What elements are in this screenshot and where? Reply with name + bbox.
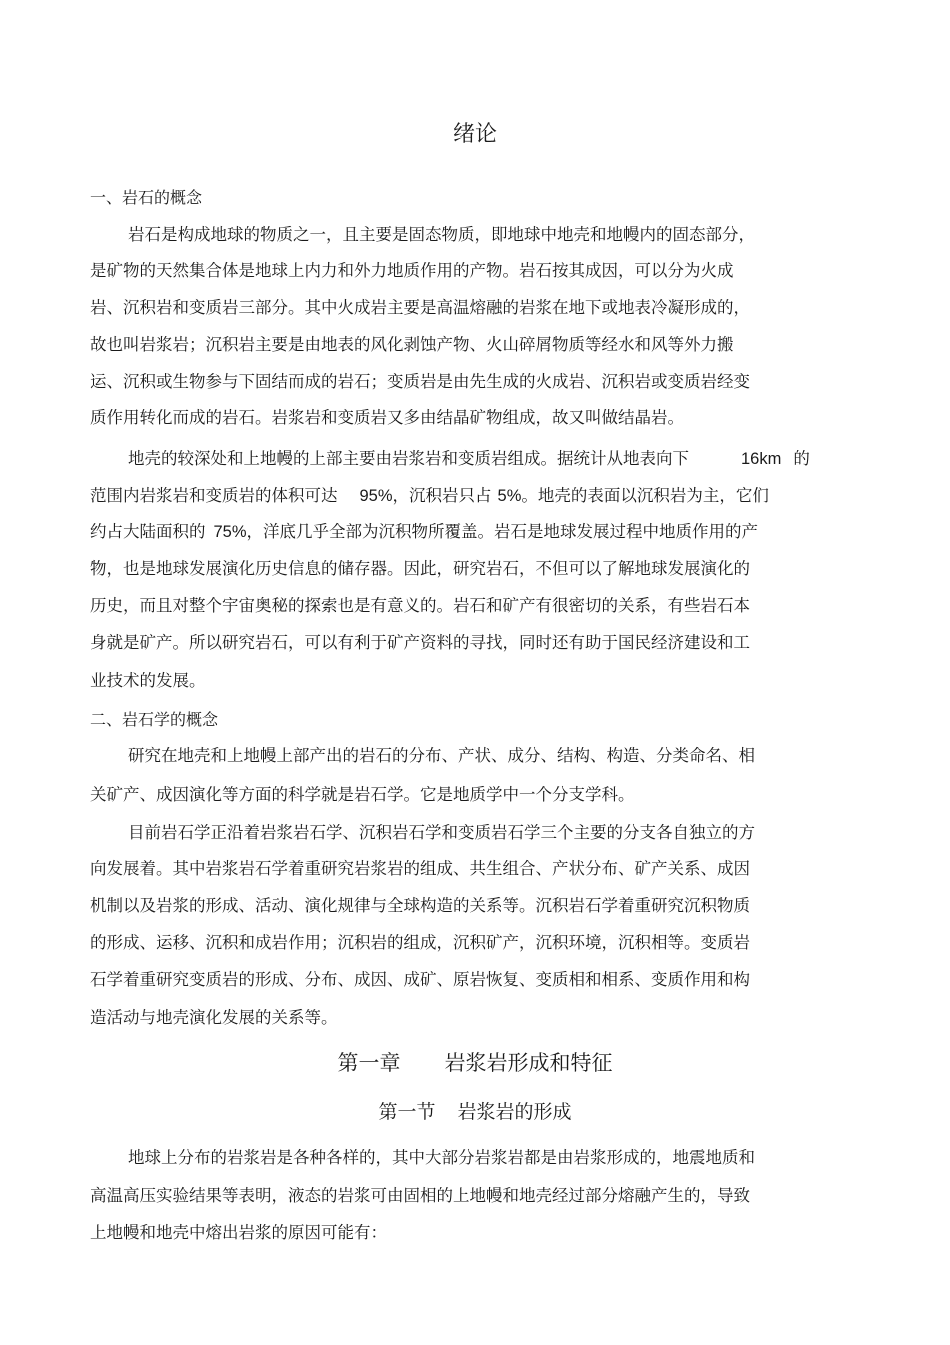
paragraph-line: 业技术的发展。 <box>90 671 206 690</box>
paragraph-line: 历史，而且对整个宇宙奥秘的探索也是有意义的。岩石和矿产有很密切的关系，有些岩石本 <box>90 596 750 615</box>
paragraph-line: 身就是矿产。所以研究岩石，可以有利于矿产资料的寻找，同时还有助于国民经济建设和工 <box>90 633 750 652</box>
text-run: 地壳的较深处和上地幔的上部主要由岩浆岩和变质岩组成。据统计从地表向下 <box>128 449 689 468</box>
depth-value: 16km <box>741 450 782 468</box>
chapter-title: 岩浆岩形成和特征 <box>444 1051 613 1075</box>
paragraph-line: 的形成、运移、沉积和成岩作用；沉积岩的组成，沉积矿产，沉积环境，沉积相等。变质岩 <box>90 933 750 952</box>
text-run: 的 <box>793 449 810 468</box>
paragraph-line: 故也叫岩浆岩；沉积岩主要是由地表的风化剥蚀产物、火山碎屑物质等经水和风等外力搬 <box>90 335 734 354</box>
section-heading <box>0 1097 950 1127</box>
section-title: 岩浆岩的形成 <box>457 1101 572 1123</box>
section-heading-rock-concept: 一、岩石的概念 <box>90 188 203 207</box>
paragraph-line: 高温高压实验结果等表明，液态的岩浆可由固相的上地幔和地壳经过部分熔融产生的，导致 <box>90 1186 750 1205</box>
paragraph-line: 岩石是构成地球的物质之一，且主要是固态物质，即地球中地壳和地幔内的固态部分， <box>128 225 755 244</box>
paragraph-line <box>128 447 810 471</box>
paragraph-line: 向发展着。其中岩浆岩石学着重研究岩浆岩的组成、共生组合、产状分布、矿产关系、成因 <box>90 859 750 878</box>
text-run: 75%，洋底几乎全部为沉积物所覆盖。岩石是地球发展过程中地质作用的产 <box>213 523 759 541</box>
paragraph-line: 质作用转化而成的岩石。岩浆岩和变质岩又多由结晶矿物组成，故又叫做结晶岩。 <box>90 408 684 427</box>
paragraph-line: 造活动与地壳演化发展的关系等。 <box>90 1008 338 1027</box>
chapter-number: 第一章 <box>337 1051 401 1075</box>
paragraph-line: 地球上分布的岩浆岩是各种各样的，其中大部分岩浆岩都是由岩浆形成的，地震地质和 <box>128 1148 755 1167</box>
paragraph-line: 目前岩石学正沿着岩浆岩石学、沉积岩石学和变质岩石学三个主要的分支各自独立的方 <box>128 823 755 842</box>
paragraph-line: 关矿产、成因演化等方面的科学就是岩石学。它是地质学中一个分支学科。 <box>90 785 635 804</box>
paragraph-line: 研究在地壳和上地幔上部产出的岩石的分布、产状、成分、结构、构造、分类命名、相 <box>128 746 755 765</box>
text-run: 范围内岩浆岩和变质岩的体积可达 <box>90 486 338 505</box>
text-run: 95%，沉积岩只占 <box>359 487 492 505</box>
paragraph-line: 岩、沉积岩和变质岩三部分。其中火成岩主要是高温熔融的岩浆在地下或地表冷凝形成的， <box>90 298 750 317</box>
paragraph-line: 上地幔和地壳中熔出岩浆的原因可能有： <box>90 1223 387 1242</box>
paragraph-line <box>90 484 769 508</box>
section-number: 第一节 <box>378 1101 436 1123</box>
paragraph-line: 是矿物的天然集合体是地球上内力和外力地质作用的产物。岩石按其成因，可以分为火成 <box>90 261 734 280</box>
paragraph-line: 物，也是地球发展演化历史信息的储存器。因此，研究岩石，不但可以了解地球发展演化的 <box>90 559 750 578</box>
chapter-heading <box>0 1047 950 1079</box>
paragraph-line <box>90 520 758 544</box>
section-heading-petrology-concept: 二、岩石学的概念 <box>90 710 219 729</box>
page-title: 绪论 <box>452 122 497 147</box>
paragraph-line: 运、沉积或生物参与下固结而成的岩石；变质岩是由先生成的火成岩、沉积岩或变质岩经变 <box>90 372 750 391</box>
paragraph-line: 石学着重研究变质岩的形成、分布、成因、成矿、原岩恢复、变质相和相系、变质作用和构 <box>90 970 750 989</box>
paragraph-line: 机制以及岩浆的形成、活动、演化规律与全球构造的关系等。沉积岩石学着重研究沉积物质 <box>90 896 750 915</box>
text-run: 5%。地壳的表面以沉积岩为主，它们 <box>497 487 769 505</box>
text-run: 约占大陆面积的 <box>90 522 206 541</box>
